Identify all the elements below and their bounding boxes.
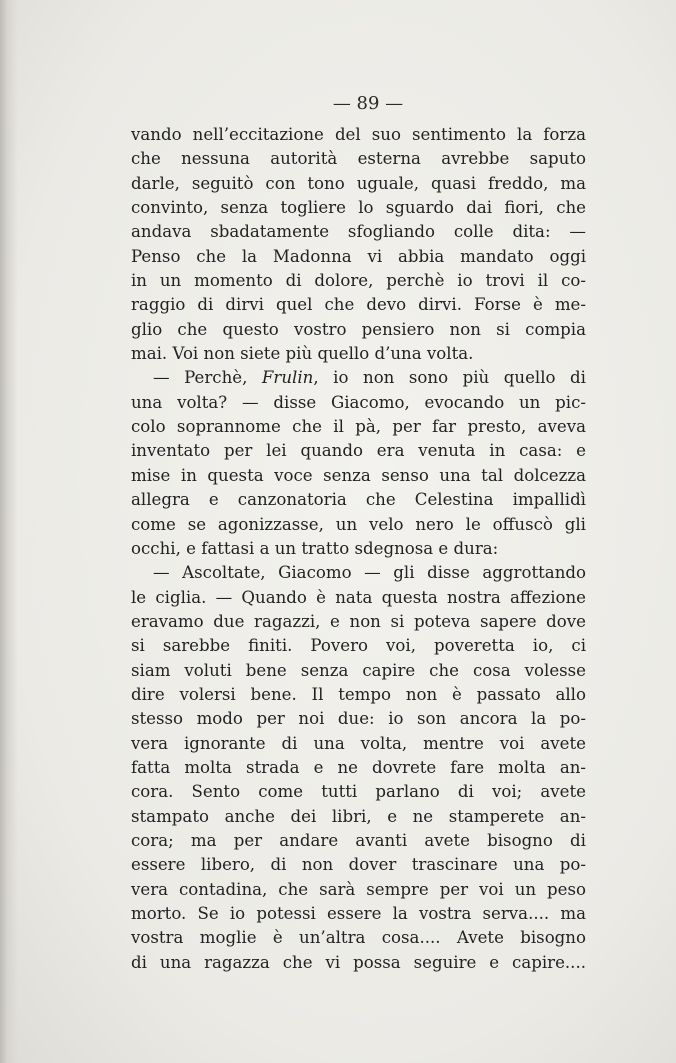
text-line: stesso modo per noi due: io son ancora la po- — [131, 709, 586, 729]
text-line: morto. Se io potessi essere la vostra serva.... ma — [131, 904, 586, 923]
text-line: si sarebbe finiti. Povero voi, poveretta io, ci — [131, 636, 586, 656]
text-line: cora. Sento come tutti parlano di voi; avete — [131, 782, 586, 802]
body-text — [131, 123, 586, 975]
text-line: vera ignorante di una volta, mentre voi avete — [131, 733, 586, 753]
page-number: — 89 — — [332, 93, 404, 114]
text-line: eravamo due ragazzi, e non si poteva sapere dove — [131, 611, 586, 631]
text-line: — Ascoltate, Giacomo — gli disse aggrottando — [153, 563, 586, 583]
text-line: convinto, senza togliere lo sguardo dai fiori, che — [131, 198, 586, 218]
text-line: — Perchè, Frulin, io non sono più quello di — [153, 368, 586, 388]
text-line: di una ragazza che vi possa seguire e capire.... — [131, 952, 586, 972]
text-line: allegra e canzonatoria che Celestina impallidì — [131, 490, 586, 510]
text-line: una volta? — disse Giacomo, evocando un pic- — [131, 392, 586, 412]
text-line: in un momento di dolore, perchè io trovi il co- — [131, 271, 586, 291]
text-line: che nessuna autorità esterna avrebbe saputo — [131, 149, 586, 169]
text-line: raggio di dirvi quel che devo dirvi. Forse è me- — [131, 295, 586, 315]
text-line: come se agonizzasse, un velo nero le offuscò gli — [131, 514, 586, 534]
text-line: essere libero, di non dover trascinare una po- — [131, 855, 586, 875]
text-line: mise in questa voce senza senso una tal dolcezza — [131, 465, 586, 485]
text-line: siam voluti bene senza capire che cosa volesse — [131, 660, 586, 680]
text-line: vostra moglie è un’altra cosa.... Avete bisogno — [131, 928, 586, 948]
text-line: dire volersi bene. Il tempo non è passato allo — [131, 684, 586, 704]
text-line: darle, seguitò con tono uguale, quasi freddo, ma — [131, 173, 586, 193]
text-line: vera contadina, che sarà sempre per voi un peso — [131, 879, 586, 899]
text-line: fatta molta strada e ne dovrete fare molta an- — [131, 757, 586, 777]
text-line: colo soprannome che il pà, per far presto, aveva — [131, 417, 586, 437]
text-line: occhi, e fattasi a un tratto sdegnosa e dura: — [131, 538, 499, 558]
text-line: vando nell’eccitazione del suo sentimento la forza — [131, 125, 586, 144]
text-line: mai. Voi non siete più quello d’una volta. — [131, 344, 474, 364]
text-line: inventato per lei quando era venuta in casa: e — [131, 441, 586, 461]
text-line: andava sbadatamente sfogliando colle dita: — — [131, 222, 586, 242]
text-line: cora; ma per andare avanti avete bisogno di — [131, 830, 586, 850]
text-line: le ciglia. — Quando è nata questa nostra affezione — [131, 587, 586, 607]
page-spine-shadow — [0, 0, 18, 1063]
text-line: stampato anche dei libri, e ne stamperete an- — [131, 806, 586, 826]
text-line: glio che questo vostro pensiero non si compia — [131, 319, 586, 339]
text-line: Penso che la Madonna vi abbia mandato oggi — [131, 246, 586, 266]
